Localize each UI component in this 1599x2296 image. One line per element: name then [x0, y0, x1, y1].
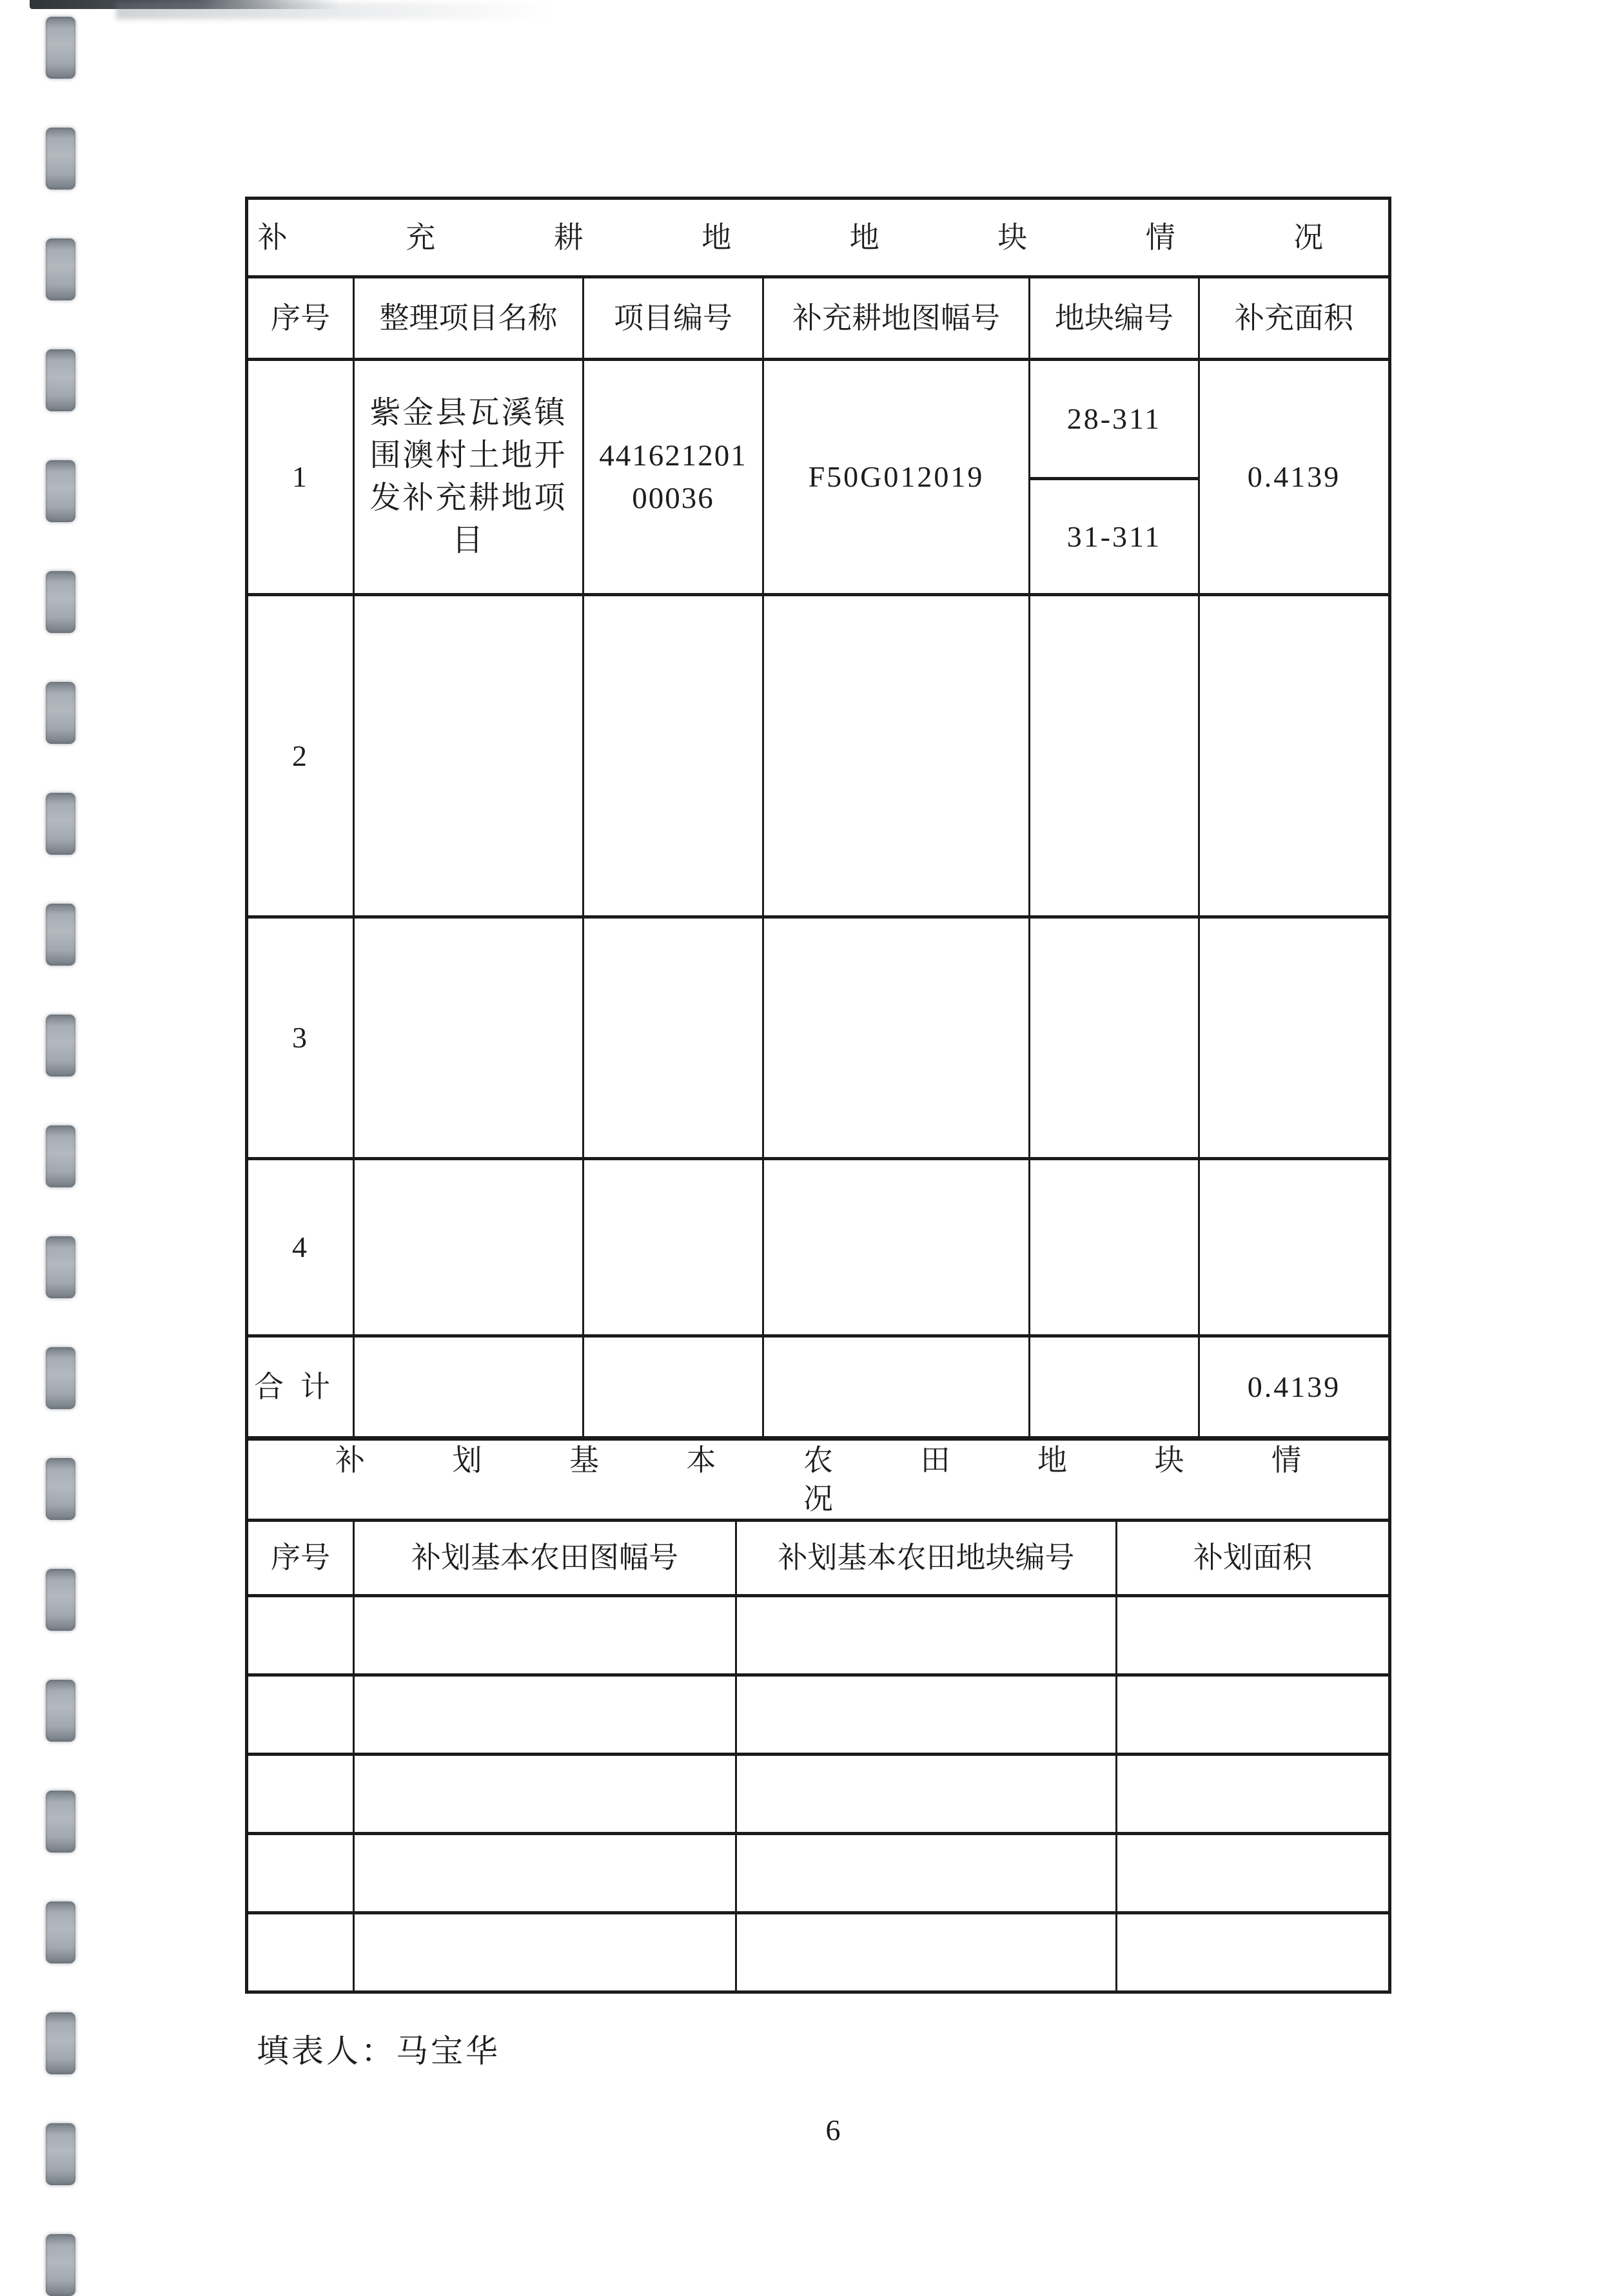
empty-cell: [584, 1159, 763, 1336]
empty-cell: [1117, 1675, 1390, 1755]
empty-cell: [1030, 1159, 1199, 1336]
basic-farmland-table: [245, 1437, 1391, 1994]
row3-index: 3: [247, 917, 354, 1159]
empty-cell: [247, 1596, 354, 1675]
supplementary-cultivated-land-table: [245, 197, 1391, 1439]
row1-plot-code-2: 31-311: [1030, 479, 1199, 595]
empty-cell: [354, 595, 584, 917]
table2-header-area: 补划面积: [1117, 1521, 1390, 1596]
empty-cell: [736, 1913, 1117, 1992]
row1-index: 1: [247, 360, 354, 595]
empty-cell: [736, 1834, 1117, 1913]
binding-hole-icon: [46, 460, 75, 522]
row1-project-code-line1: 441621201: [599, 439, 747, 472]
empty-cell: [354, 917, 584, 1159]
empty-cell: [763, 1336, 1030, 1438]
table-row: [247, 1755, 1390, 1834]
table2-header-plot-code: 补划基本农田地块编号: [736, 1521, 1117, 1596]
scan-smudge-top-light: [116, 3, 554, 19]
empty-cell: [354, 1834, 736, 1913]
row2-index: 2: [247, 595, 354, 917]
binding-hole-icon: [46, 1015, 75, 1076]
table-row: [247, 1159, 1390, 1336]
empty-cell: [247, 1834, 354, 1913]
table1-header-project-name: 整理项目名称: [354, 277, 584, 360]
empty-cell: [1117, 1755, 1390, 1834]
binding-hole-icon: [46, 2012, 75, 2074]
row1-project-code: [584, 360, 763, 595]
table-row: [247, 1913, 1390, 1992]
empty-cell: [736, 1755, 1117, 1834]
binding-hole-icon: [46, 1236, 75, 1298]
empty-cell: [1199, 1159, 1390, 1336]
binding-hole-icon: [46, 2123, 75, 2185]
table1-header-plot-code: 地块编号: [1030, 277, 1199, 360]
row1-project-name-text: 紫金县瓦溪镇围澳村土地开发补充耕地项目: [369, 396, 567, 558]
total-label: 合计: [247, 1336, 354, 1438]
empty-cell: [763, 595, 1030, 917]
empty-cell: [584, 1336, 763, 1438]
binding-hole-icon: [46, 349, 75, 411]
binding-hole-icon: [46, 1680, 75, 1742]
empty-cell: [1117, 1596, 1390, 1675]
binding-hole-icon: [46, 904, 75, 966]
binding-hole-icon: [46, 1125, 75, 1187]
empty-cell: [354, 1159, 584, 1336]
table2-header-map-sheet: 补划基本农田图幅号: [354, 1521, 736, 1596]
binding-hole-icon: [46, 17, 75, 79]
empty-cell: [763, 917, 1030, 1159]
empty-cell: [1117, 1913, 1390, 1992]
table1-header-area: 补充面积: [1199, 277, 1390, 360]
table-row: [247, 1675, 1390, 1755]
empty-cell: [736, 1596, 1117, 1675]
empty-cell: [1030, 917, 1199, 1159]
row1-project-name: [354, 360, 584, 595]
row1-map-sheet: F50G012019: [763, 360, 1030, 595]
binding-hole-icon: [46, 1791, 75, 1853]
binding-hole-icon: [46, 2234, 75, 2296]
empty-cell: [584, 917, 763, 1159]
table1-header-map-sheet: 补充耕地图幅号: [763, 277, 1030, 360]
table2-title: 补 划 基 本 农 田 地 块 情 况: [247, 1439, 1390, 1521]
table1-header-project-code: 项目编号: [584, 277, 763, 360]
binding-hole-icon: [46, 1347, 75, 1409]
empty-cell: [354, 1675, 736, 1755]
empty-cell: [1199, 595, 1390, 917]
empty-cell: [763, 1159, 1030, 1336]
binding-hole-icon: [46, 1569, 75, 1631]
empty-cell: [1117, 1834, 1390, 1913]
table-row: [247, 1336, 1390, 1438]
row1-area: 0.4139: [1199, 360, 1390, 595]
empty-cell: [247, 1755, 354, 1834]
empty-cell: [247, 1913, 354, 1992]
binding-hole-icon: [46, 793, 75, 855]
form-filler-line: 填表人：马宝华: [257, 2033, 500, 2069]
empty-cell: [354, 1336, 584, 1438]
empty-cell: [354, 1913, 736, 1992]
table-row: [247, 360, 1390, 479]
table-row: [247, 595, 1390, 917]
table-row: [247, 1596, 1390, 1675]
empty-cell: [1199, 917, 1390, 1159]
binding-hole-icon: [46, 128, 75, 190]
total-area: 0.4139: [1199, 1336, 1390, 1438]
empty-cell: [1030, 595, 1199, 917]
table-row: [247, 917, 1390, 1159]
row1-plot-code-1: 28-311: [1030, 360, 1199, 479]
row1-project-code-line2: 00036: [632, 482, 714, 515]
empty-cell: [584, 595, 763, 917]
empty-cell: [1030, 1336, 1199, 1438]
binding-hole-icon: [46, 682, 75, 744]
binding-hole-icon: [46, 238, 75, 300]
binding-hole-icon: [46, 1458, 75, 1520]
binding-hole-icon: [46, 571, 75, 633]
empty-cell: [247, 1675, 354, 1755]
empty-cell: [354, 1596, 736, 1675]
empty-cell: [736, 1675, 1117, 1755]
table1-title: 补 充 耕 地 地 块 情 况: [247, 199, 1390, 277]
table1-header-seq: 序号: [247, 277, 354, 360]
binding-hole-icon: [46, 1902, 75, 1963]
row4-index: 4: [247, 1159, 354, 1336]
table-row: [247, 1834, 1390, 1913]
page-number: 6: [825, 2114, 841, 2146]
empty-cell: [354, 1755, 736, 1834]
table2-header-seq: 序号: [247, 1521, 354, 1596]
